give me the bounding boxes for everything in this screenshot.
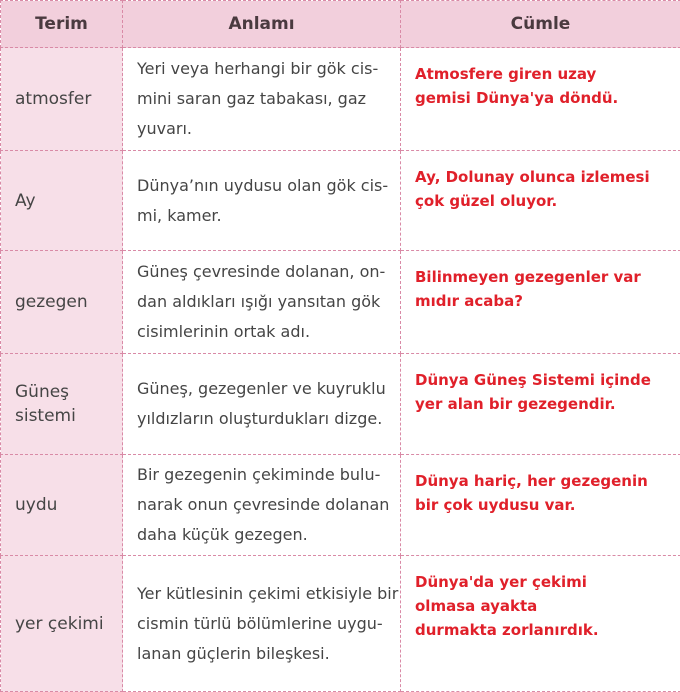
meaning-line: cismin türlü bölümlerine uygu- — [137, 609, 390, 639]
meaning-line: narak onun çevresinde dolanan — [137, 490, 390, 520]
table-row — [1, 455, 680, 556]
sentence-line: Atmosfere giren uzay — [415, 62, 670, 86]
sentence-line: Dünya hariç, her gezegenin — [415, 469, 670, 493]
meaning-line: cisimlerinin ortak adı. — [137, 317, 390, 347]
meaning-line: mini saran gaz tabakası, gaz — [137, 84, 390, 114]
meaning-line: Güneş çevresinde dolanan, on- — [137, 257, 390, 287]
sentence-line: durmakta zorlanırdık. — [415, 618, 670, 642]
sentence-line: Dünya'da yer çekimi — [415, 570, 670, 594]
meaning-cell — [123, 556, 401, 692]
meaning-line: Bir gezegenin çekiminde bulu- — [137, 460, 390, 490]
term-text: sistemi — [15, 404, 122, 428]
sentence-line: çok güzel oluyor. — [415, 189, 670, 213]
meaning-cell — [123, 455, 401, 556]
term-text: atmosfer — [15, 87, 122, 111]
sentence-cell — [401, 48, 680, 151]
term-cell — [1, 48, 123, 151]
sentence-line: Ay, Dolunay olunca izlemesi — [415, 165, 670, 189]
meaning-line: dan aldıkları ışığı yansıtan gök — [137, 287, 390, 317]
meaning-line: yuvarı. — [137, 114, 390, 144]
table-row — [1, 151, 680, 251]
meaning-line: lanan güçlerin bileşkesi. — [137, 639, 390, 669]
term-cell — [1, 251, 123, 354]
sentence-cell — [401, 251, 680, 354]
term-text: Ay — [15, 189, 122, 213]
meaning-line: Dünya’nın uydusu olan gök cis- — [137, 171, 390, 201]
sentence-cell — [401, 556, 680, 692]
term-cell — [1, 556, 123, 692]
sentence-cell — [401, 151, 680, 251]
meaning-cell — [123, 151, 401, 251]
term-text: Güneş — [15, 380, 122, 404]
meaning-line: Güneş, gezegenler ve kuyruklu — [137, 374, 390, 404]
term-cell — [1, 151, 123, 251]
table-row — [1, 354, 680, 455]
sentence-line: bir çok uydusu var. — [415, 493, 670, 517]
meaning-line: Yeri veya herhangi bir gök cis- — [137, 54, 390, 84]
table-row — [1, 48, 680, 151]
term-text: gezegen — [15, 290, 122, 314]
header-term: Terim — [1, 1, 123, 48]
meaning-cell — [123, 354, 401, 455]
sentence-cell — [401, 455, 680, 556]
meaning-line: daha küçük gezegen. — [137, 520, 390, 550]
sentence-line: Dünya Güneş Sistemi içinde — [415, 368, 670, 392]
table-row — [1, 556, 680, 692]
term-cell — [1, 354, 123, 455]
term-text: yer çekimi — [15, 612, 122, 636]
meaning-line: yıldızların oluşturdukları dizge. — [137, 404, 390, 434]
sentence-line: Bilinmeyen gezegenler var — [415, 265, 670, 289]
meaning-cell — [123, 251, 401, 354]
header-meaning: Anlamı — [123, 1, 401, 48]
header-row — [1, 1, 680, 48]
sentence-line: olmasa ayakta — [415, 594, 670, 618]
table-row — [1, 251, 680, 354]
term-text: uydu — [15, 493, 122, 517]
meaning-cell — [123, 48, 401, 151]
term-cell — [1, 455, 123, 556]
meaning-line: Yer kütlesinin çekimi etkisiyle bir — [137, 579, 390, 609]
meaning-line: mi, kamer. — [137, 201, 390, 231]
sentence-cell — [401, 354, 680, 455]
sentence-line: gemisi Dünya'ya döndü. — [415, 86, 670, 110]
header-sentence: Cümle — [401, 1, 680, 48]
sentence-line: mıdır acaba? — [415, 289, 670, 313]
sentence-line: yer alan bir gezegendir. — [415, 392, 670, 416]
